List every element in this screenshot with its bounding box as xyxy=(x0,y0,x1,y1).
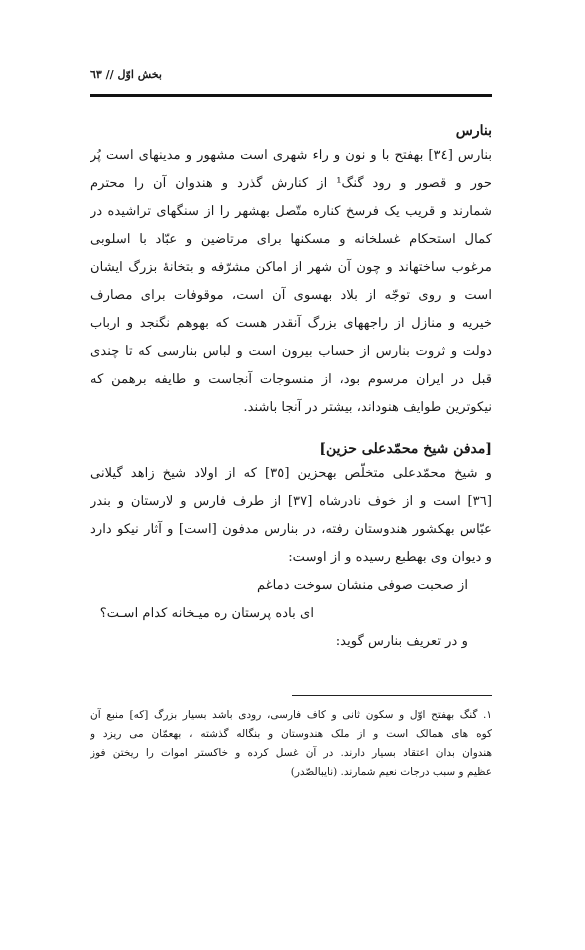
text-line: بنارس [٣٤] بهفتح با و نون و راء شهری است مشهور و مدینهای است پُر xyxy=(90,148,492,163)
verse-line-2: ای باده پرستان ره میـخانه کدام اسـت؟ xyxy=(99,606,314,621)
text-line: نیکوترین طوایف هنوداند، بیشتر در آنجا باشند. xyxy=(243,400,492,415)
text-line: قبل در ایران مرسوم بود، از منسوجات آنجاست و طایفه برهمن که xyxy=(90,372,492,387)
text-line: حور و قصور و رود گنگ¹ از کنارش گذرد و هندوان آن را محترم xyxy=(90,176,492,191)
text-line: و شیخ محمّدعلی متخلّص بهحزین [٣٥] که از اولاد شیخ زاهد گیلانی xyxy=(90,466,492,481)
header-label: بخش اوّل // ٦٣ xyxy=(90,68,162,81)
benares-paragraph xyxy=(90,142,492,422)
section-heading-hazin-tomb: [مدفن شیخ محمّدعلی حزین] xyxy=(319,441,492,457)
footnote xyxy=(90,706,492,782)
footnote-line: کوه های همالک است و از ملک هندوستان و بنگاله گذشته ، بهعمّان می ریزد و xyxy=(90,728,492,740)
main-text xyxy=(90,120,492,656)
footnote-rule xyxy=(292,695,492,696)
text-line: است و روی توجّه از بلاد بهسوی آن است، موقوفات برای مصارف xyxy=(90,288,492,303)
text-line: عبّاس بهکشور هندوستان رفته، در بنارس مدفون [است] و آثار نیکو دارد xyxy=(90,522,492,537)
text-line: مرغوب ساختهاند و چون آن شهر از اماکن مشرّفه و بتخانهٔ بزرگ ایشان xyxy=(90,260,492,275)
section-heading-benares: بنارس xyxy=(455,123,492,139)
header-rule xyxy=(90,94,492,97)
text-line: خیریه و منازل از راجههای بزرگ آنقدر هست که بهوهم نگنجد و ارباب xyxy=(90,316,492,331)
text-line: شمارند و قریب یک فرسخ کناره متّصل بهشهر را از سنگهای تراشیده در xyxy=(90,204,492,219)
text-line: کمال استحکام غسلخانه و مسکنها برای مرتاضین و عبّاد با اسلوبی xyxy=(90,232,492,247)
text-line: [٣٦] است و از خوف نادرشاه [٣٧] از طرف فارس و لارستان و بندر xyxy=(90,494,492,509)
verse-line-1: از صحبت صوفی منشان سوخت دماغم xyxy=(256,578,468,593)
text-line: و دیوان وی بهطبع رسیده و از اوست: xyxy=(288,550,492,565)
footnote-line: هندوان بدان اعتقاد بسیار دارند. در آن غسل کرده و خاکستر اموات را ریختن فوز xyxy=(90,747,492,759)
text-line: دولت و ثروت بنارس از حساب بیرون است و لباس بنارسی که تا چندی xyxy=(90,344,492,359)
hazin-paragraph xyxy=(90,460,492,572)
closing-line: و در تعریف بنارس گوید: xyxy=(335,634,468,649)
running-header xyxy=(90,66,492,86)
footnote-line: ١. گنگ بهفتح اوّل و سکون ثانی و کاف فارسی، رودی باشد بسیار بزرگ [که] منبع آن xyxy=(90,709,492,721)
footnote-line: عظیم و سبب درجات نعیم شمارند. (نایبالصّدر) xyxy=(290,766,492,778)
